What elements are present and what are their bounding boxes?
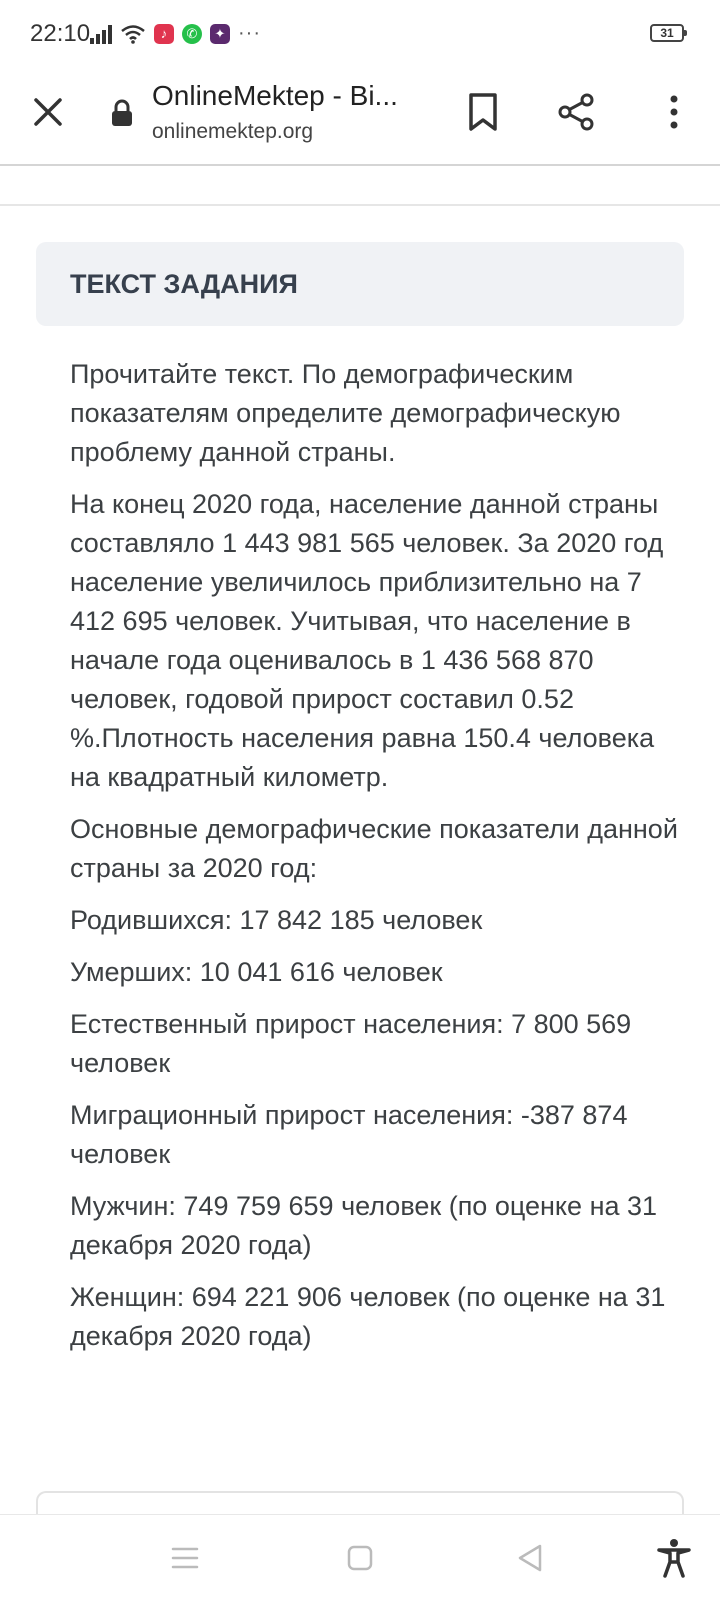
close-icon [28,92,68,132]
accessibility-icon [656,1538,692,1578]
status-time: 22:10 [30,20,91,47]
task-paragraph: Мужчин: 749 759 659 человек (по оценке на 31 декабря 2020 года) [70,1191,658,1260]
lock-icon [110,98,134,128]
recents-button[interactable] [162,1535,208,1581]
whatsapp-icon: ✆ [182,24,202,44]
task-paragraph: Женщин: 694 221 906 человек (по оценке на 31 декабря 2020 года) [70,1282,666,1351]
task-paragraph: На конец 2020 года, население данной страны составляло 1 443 981 565 человек. За 2020 год население увеличилось приблизительно на 7 412 695 человек. Учитывая, что население в начале года оценивалось в 1 436 568 870 человек, годовой прирост составил 0.52 %.Плотность населения равна 150.4 человека на квадратный километр. [70,489,664,792]
signal-icon [90,24,112,44]
page-title[interactable]: OnlineMektep - Bi... [152,80,398,111]
menu-lines-icon [170,1545,200,1571]
status-bar [0,0,720,70]
task-paragraph: Естественный прирост населения: 7 800 569 человек [70,1009,632,1078]
game-app-icon: ✦ [210,24,230,44]
share-button[interactable] [552,88,600,136]
task-paragraph: Умерших: 10 041 616 человек [70,957,443,987]
browser-toolbar [0,70,720,166]
divider [0,204,720,206]
task-header-label: ТЕКСТ ЗАДАНИЯ [70,268,298,299]
bookmark-button[interactable] [459,88,507,136]
navigation-bar [0,1514,720,1601]
task-paragraph: Миграционный прирост населения: -387 874 человек [70,1100,628,1169]
battery-icon: 31 [650,24,684,42]
wifi-icon [120,24,146,44]
more-notifications-icon: ··· [238,22,261,44]
share-icon [556,92,596,132]
close-button[interactable] [28,92,68,132]
back-button[interactable] [507,1535,553,1581]
task-paragraph: Родившихся: 17 842 185 человек [70,905,483,935]
task-text [70,355,680,1369]
home-button[interactable] [337,1535,383,1581]
more-vert-icon [668,94,680,130]
home-square-icon [346,1544,374,1572]
status-icons [90,22,261,45]
bookmark-icon [467,92,499,132]
back-triangle-icon [516,1543,544,1573]
task-header [36,242,684,326]
url-text[interactable]: onlinemektep.org [152,120,314,143]
task-paragraph: Прочитайте текст. По демографическим показателям определите демографическую проблему данной страны. [70,359,621,467]
accessibility-button[interactable] [651,1535,697,1581]
music-app-icon: ♪ [154,24,174,44]
menu-button[interactable] [650,88,698,136]
task-paragraph: Основные демографические показатели данной страны за 2020 год: [70,814,678,883]
